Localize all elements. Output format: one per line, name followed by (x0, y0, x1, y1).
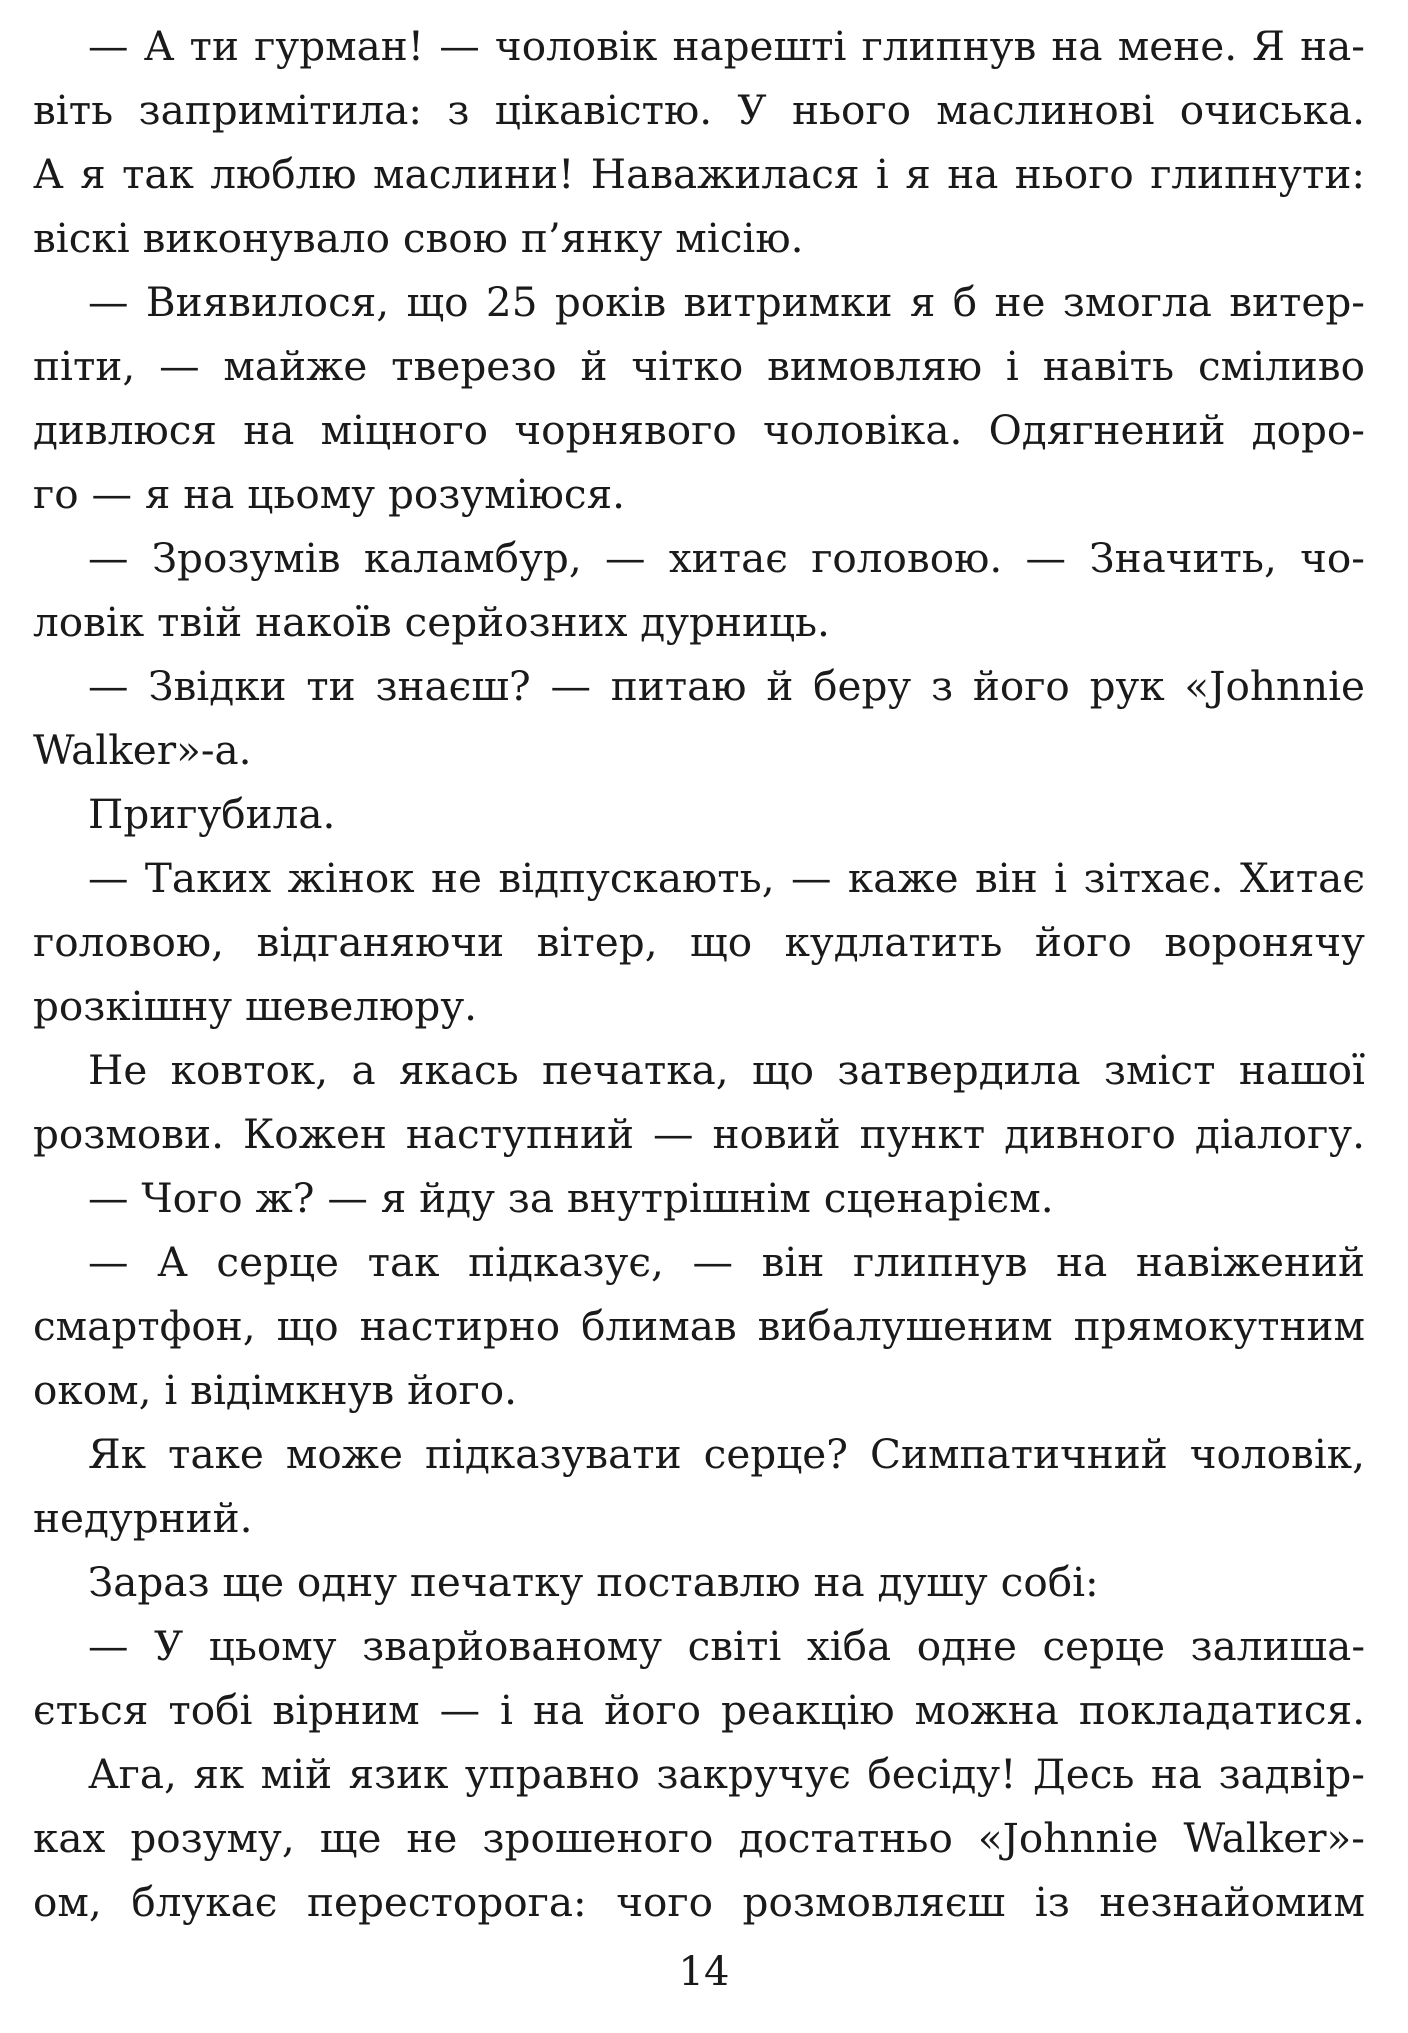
text-line: віскі виконувало свою п’янку місію. (33, 214, 804, 262)
text-line: го — я на цьому розуміюся. (33, 470, 626, 518)
text-line: Walker»-а. (33, 726, 252, 774)
text-line: Зараз ще одну печатку поставлю на душу собі: (88, 1558, 1099, 1606)
text-line: розмови. Кожен наступний — новий пункт дивного діалогу. (33, 1110, 1365, 1158)
text-line: дивлюся на міцного чорнявого чоловіка. Одягнений доро- (33, 406, 1365, 454)
text-line: Ага, як мій язик управно закручує бесіду! Десь на задвір- (88, 1750, 1365, 1798)
text-line: — Виявилося, що 25 років витримки я б не змогла витер- (88, 278, 1365, 326)
text-line: ється тобі вірним — і на його реакцію можна покладатися. (33, 1686, 1365, 1734)
text-line: — Звідки ти знаєш? — питаю й беру з його рук «Johnnie (88, 662, 1365, 710)
text-line: А я так люблю маслини! Наважилася і я на нього глипнути: (33, 150, 1365, 198)
text-line: Як таке може підказувати серце? Симпатичний чоловік, (88, 1430, 1365, 1478)
body-text (33, 14, 1365, 1934)
text-line: ках розуму, ще не зрошеного достатньо «Johnnie Walker»- (33, 1814, 1365, 1862)
text-line: — А серце так підказує, — він глипнув на навіжений (88, 1238, 1365, 1286)
text-line: — А ти гурман! — чоловік нарешті глипнув на мене. Я на- (88, 22, 1365, 70)
page-number: 14 (678, 1949, 730, 1995)
text-line: розкішну шевелюру. (33, 982, 478, 1030)
text-line: головою, відганяючи вітер, що кудлатить його воронячу (33, 918, 1365, 966)
text-line: піти, — майже тверезо й чітко вимовляю і навіть сміливо (33, 342, 1365, 390)
text-line: віть запримітила: з цікавістю. У нього маслинові очиська. (33, 86, 1365, 134)
text-line: — Зрозумів каламбур, — хитає головою. — Значить, чо- (88, 534, 1365, 582)
text-line: — Чого ж? — я йду за внутрішнім сценарієм. (88, 1174, 1054, 1222)
text-line: — У цьому зварйованому світі хіба одне серце залиша- (88, 1622, 1365, 1670)
text-line: — Таких жінок не відпускають, — каже він і зітхає. Хитає (88, 854, 1365, 902)
text-line: ом, блукає пересторога: чого розмовляєш із незнайомим (33, 1878, 1365, 1926)
text-line: Пригубила. (88, 790, 336, 838)
text-line: оком, і відімкнув його. (33, 1366, 517, 1414)
text-line: Не ковток, а якась печатка, що затвердила зміст нашої (88, 1046, 1365, 1094)
text-line: недурний. (33, 1494, 253, 1542)
text-line: ловік твій накоїв серйозних дурниць. (33, 598, 830, 646)
text-line: смартфон, що настирно блимав вибалушеним прямокутним (33, 1302, 1365, 1350)
